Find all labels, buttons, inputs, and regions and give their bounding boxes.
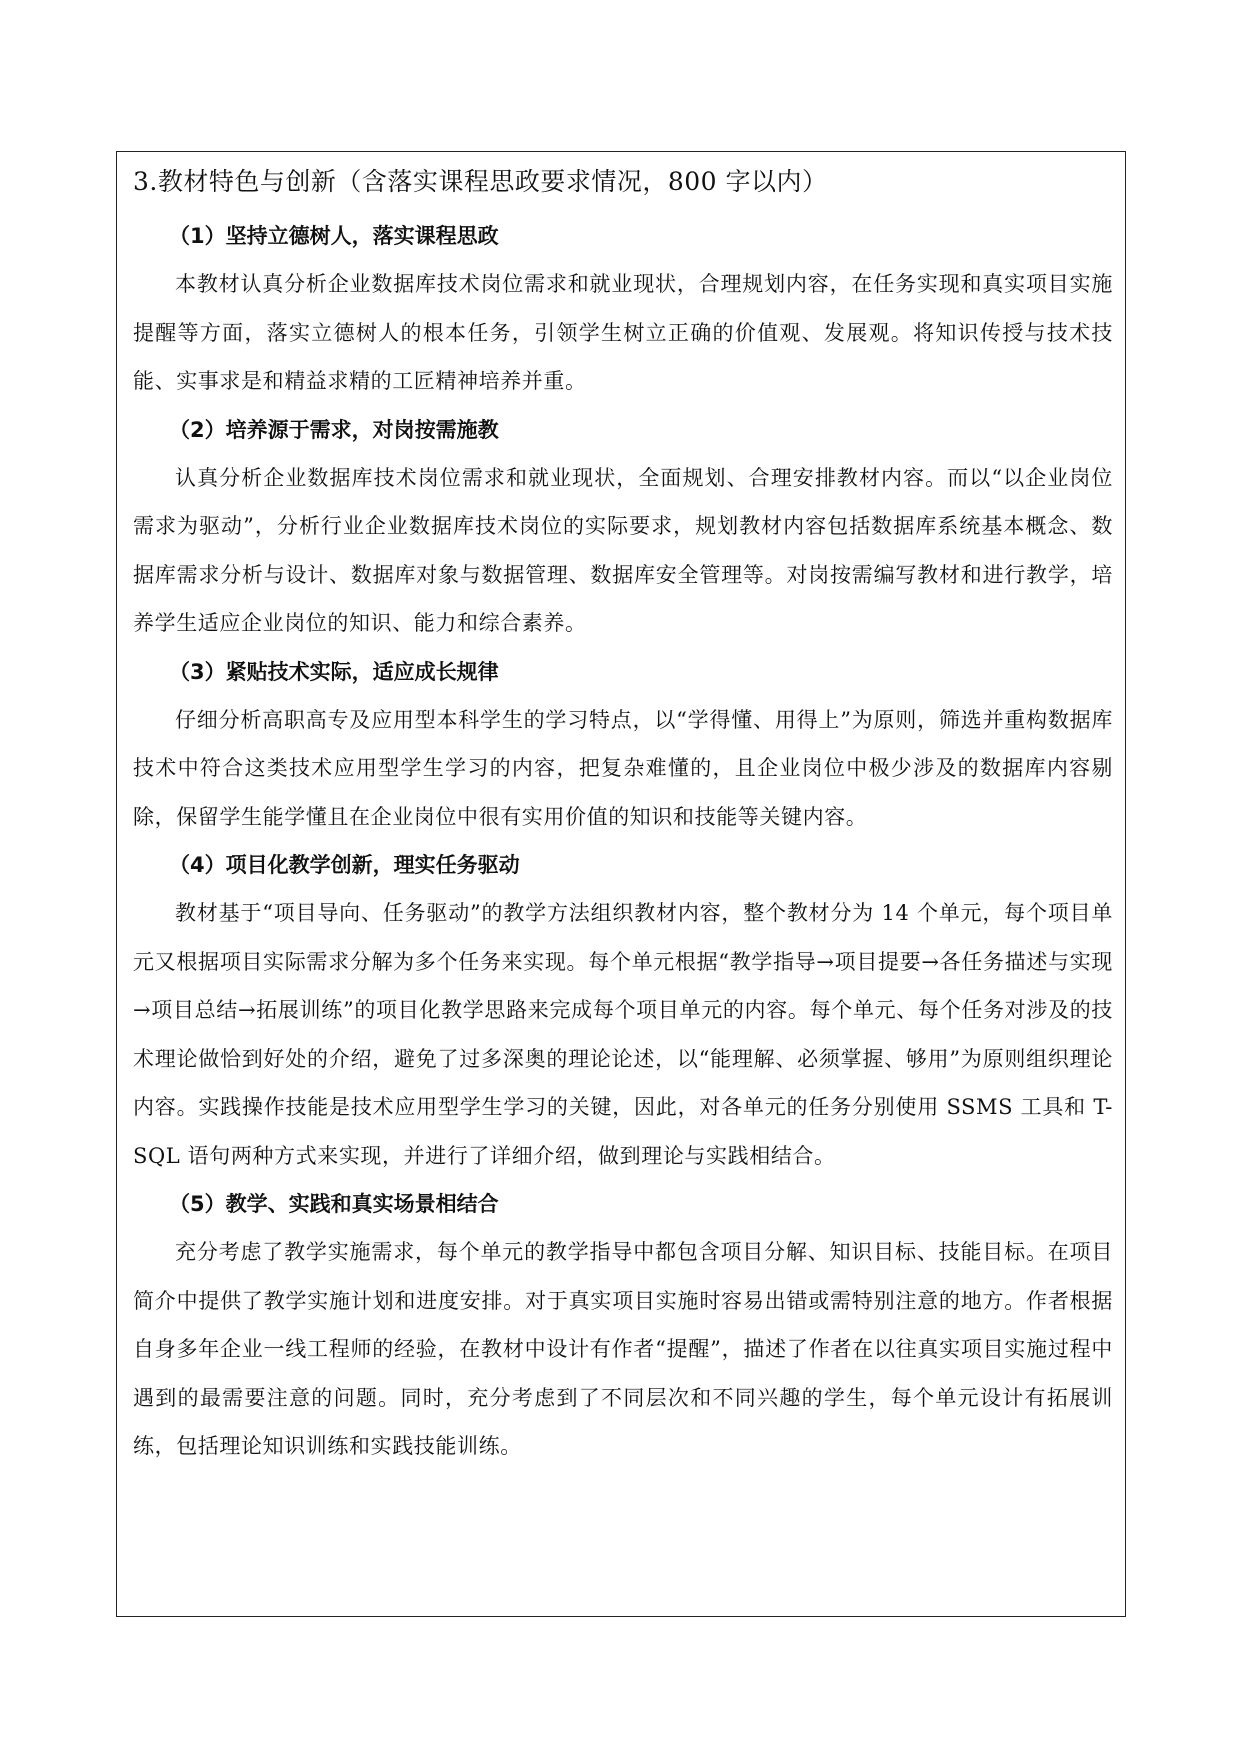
- item-paragraph-4: 教材基于“项目导向、任务驱动”的教学方法组织教材内容，整个教材分为 14 个单元，每个项目单元又根据项目实际需求分解为多个任务来实现。每个单元根据“教学指导→项目提要→各任务描述与实现→项目总结→拓展训练”的项目化教学思路来完成每个项目单元的内容。每个单元、每个任务对涉及的技术理论做恰到好处的介绍，避免了过多深奥的理论论述，以“能理解、必须掌握、够用”为原则组织理论内容。实践操作技能是技术应用型学生学习的关键，因此，对各单元的任务分别使用 SSMS 工具和 T-SQL 语句两种方式来实现，并进行了详细介绍，做到理论与实践相结合。: [133, 901, 1113, 1168]
- item-heading-3: （3）紧贴技术实际，适应成长规律: [169, 659, 499, 684]
- item-paragraph-2: 认真分析企业数据库技术岗位需求和就业现状，全面规划、合理安排教材内容。而以“以企业岗位需求为驱动”，分析行业企业数据库技术岗位的实际要求，规划教材内容包括数据库系统基本概念、数据库需求分析与设计、数据库对象与数据管理、数据库安全管理等。对岗按需编写教材和进行教学，培养学生适应企业岗位的知识、能力和综合素养。: [133, 465, 1113, 635]
- item-heading-2: （2）培养源于需求，对岗按需施教: [169, 417, 499, 442]
- item-heading-5: （5）教学、实践和真实场景相结合: [169, 1192, 499, 1216]
- item-paragraph-1: 本教材认真分析企业数据库技术岗位需求和就业现状，合理规划内容，在任务实现和真实项目实施提醒等方面，落实立德树人的根本任务，引领学生树立正确的价值观、发展观。将知识传授与技术技能、实事求是和精益求精的工匠精神培养并重。: [133, 272, 1113, 393]
- item-paragraph-5: 充分考虑了教学实施需求，每个单元的教学指导中都包含项目分解、知识目标、技能目标。在项目简介中提供了教学实施计划和进度安排。对于真实项目实施时容易出错或需特别注意的地方。作者根据自身多年企业一线工程师的经验，在教材中设计有作者“提醒”，描述了作者在以往真实项目实施过程中遇到的最需要注意的问题。同时，充分考虑到了不同层次和不同兴趣的学生，每个单元设计有拓展训练，包括理论知识训练和实践技能训练。: [133, 1240, 1113, 1458]
- item-heading-1: （1）坚持立德树人，落实课程思政: [169, 224, 499, 248]
- form-table-cell: [116, 151, 1126, 1617]
- item-paragraph-3: 仔细分析高职高专及应用型本科学生的学习特点，以“学得懂、用得上”为原则，筛选并重构数据库技术中符合这类技术应用型学生学习的内容，把复杂难懂的，且企业岗位中极少涉及的数据库内容剔除，保留学生能学懂且在企业岗位中很有实用价值的知识和技能等关键内容。: [133, 707, 1113, 829]
- item-heading-4: （4）项目化教学创新，理实任务驱动: [169, 853, 520, 877]
- cell-content: [133, 162, 1113, 1471]
- section-title: 3.教材特色与创新（含落实课程思政要求情况，800 字以内）: [133, 167, 828, 196]
